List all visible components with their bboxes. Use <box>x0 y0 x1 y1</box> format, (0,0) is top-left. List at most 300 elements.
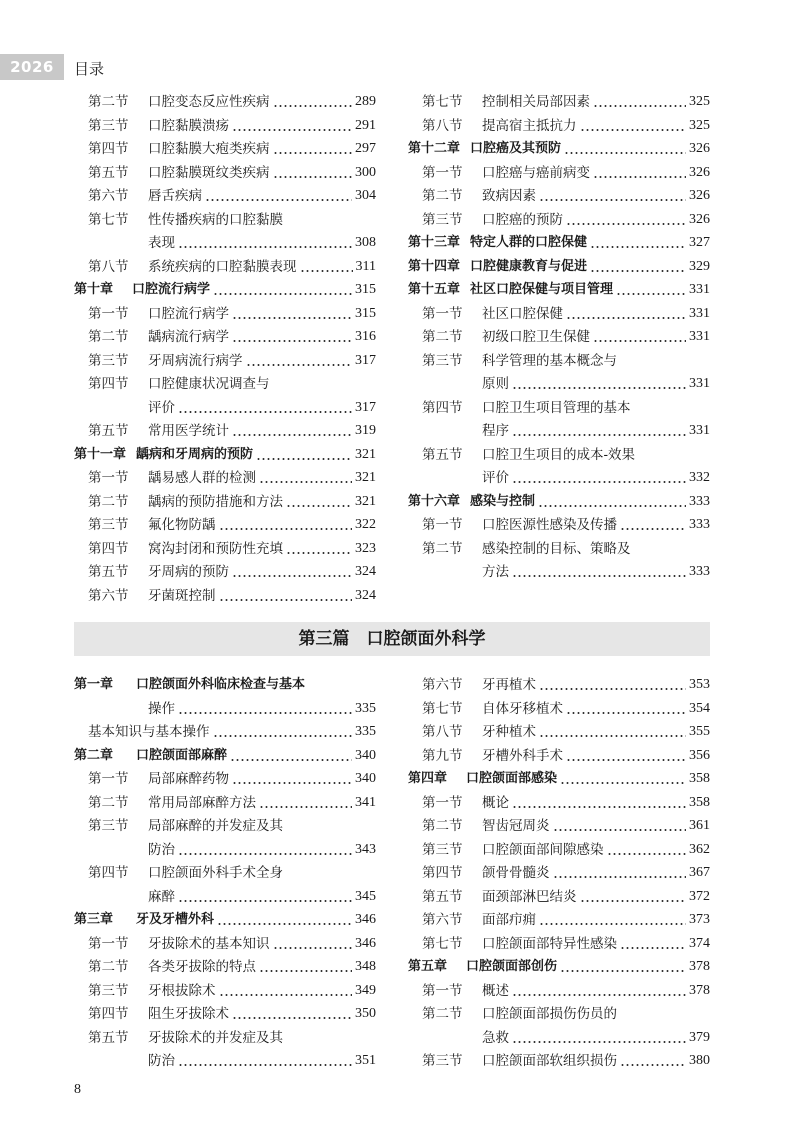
toc-entry-number: 第七节 <box>88 211 129 228</box>
toc-entry-page: 308 <box>355 235 376 250</box>
toc-entry-number: 第二节 <box>88 794 129 811</box>
toc-section-entry <box>74 397 376 419</box>
toc-entry-number: 第二节 <box>88 959 129 975</box>
toc-entry-number: 第六节 <box>422 912 463 928</box>
toc-entry-title: 智齿冠周炎 <box>482 818 550 834</box>
toc-entry-title: 表现 <box>148 235 175 251</box>
toc-leader-dots <box>512 561 686 583</box>
toc-entry-page: 297 <box>355 141 376 156</box>
toc-section-entry <box>408 1050 710 1072</box>
toc-entry-number: 第七节 <box>422 700 463 717</box>
toc-entry-number: 第一节 <box>88 470 129 486</box>
toc-entry-title: 局部麻醉的并发症及其 <box>148 818 283 834</box>
toc-entry-number: 第三节 <box>88 352 129 369</box>
toc-entry-number: 第三节 <box>88 982 129 999</box>
toc-leader-dots <box>620 1050 686 1072</box>
toc-entry-page: 331 <box>689 329 710 344</box>
toc-section-entry <box>408 1027 710 1049</box>
toc-entry-title: 牙拔除术的基本知识 <box>148 935 270 952</box>
toc-section-entry <box>408 115 710 137</box>
toc-section-entry <box>408 467 710 489</box>
toc-entry-number: 第三节 <box>88 117 129 134</box>
toc-entry-page: 319 <box>355 423 376 438</box>
toc-leader-dots <box>580 115 687 137</box>
toc-entry-number: 第八节 <box>88 258 129 275</box>
toc-entry-title: 龋病和牙周病的预防 <box>136 446 254 462</box>
toc-leader-dots <box>232 326 352 348</box>
toc-entry-page: 317 <box>355 399 376 415</box>
toc-entry-title: 氟化物防龋 <box>148 517 216 533</box>
toc-section-entry <box>74 792 376 814</box>
toc-leader-dots <box>232 561 352 583</box>
toc-entry-number: 第四节 <box>88 1006 129 1022</box>
toc-leader-dots <box>273 162 353 184</box>
toc-entry-page: 335 <box>355 724 376 739</box>
toc-leader-dots <box>286 538 352 560</box>
toc-entry-number: 第一节 <box>422 305 463 322</box>
toc-section-entry <box>408 561 710 583</box>
toc-entry-title: 评价 <box>482 470 509 486</box>
toc-section-entry <box>74 956 376 978</box>
toc-leader-dots <box>246 350 353 372</box>
toc-entry-title: 社区口腔保健 <box>482 305 563 322</box>
toc-entry-page: 325 <box>689 117 710 133</box>
toc-section-entry <box>408 303 710 325</box>
toc-entry-title: 口腔卫生项目管理的基本 <box>482 399 631 416</box>
toc-entry-page: 379 <box>689 1029 710 1045</box>
toc-entry-page: 326 <box>689 211 710 227</box>
toc-section-entry <box>408 721 710 743</box>
toc-entry-number: 第十一章 <box>74 446 127 462</box>
toc-entry-number: 第一节 <box>422 794 463 811</box>
toc-entry-number: 第二节 <box>88 329 129 345</box>
toc-entry-number: 第三节 <box>88 818 129 834</box>
toc-leader-dots <box>566 745 686 767</box>
toc-section-entry <box>408 514 710 536</box>
toc-entry-number: 第六节 <box>422 677 463 693</box>
toc-entry-number: 第八节 <box>422 724 463 740</box>
toc-entry-number: 第五节 <box>422 446 463 463</box>
toc-entry-title: 口腔医源性感染及传播 <box>482 517 617 533</box>
toc-entry-title: 提高宿主抵抗力 <box>482 117 577 134</box>
toc-entry-page: 315 <box>355 282 376 297</box>
toc-entry-number: 第三节 <box>422 211 463 228</box>
toc-leader-dots <box>512 1027 686 1049</box>
toc-entry-title: 口腔变态反应性疾病 <box>148 94 270 110</box>
toc-entry-page: 300 <box>355 164 376 180</box>
toc-entry-title: 颌骨骨髓炎 <box>482 865 550 881</box>
toc-section-entry <box>74 514 376 536</box>
toc-entry-number: 第二节 <box>422 329 463 345</box>
toc-entry-page: 329 <box>689 258 710 274</box>
toc-section-entry <box>74 862 376 884</box>
toc-entry-title: 口腔颌面部感染 <box>466 771 558 786</box>
year-badge: 2026 <box>0 54 64 80</box>
toc-entry-title: 原则 <box>482 376 509 392</box>
toc-chapter-entry <box>74 674 376 696</box>
toc-section-entry <box>74 538 376 560</box>
toc-section-entry <box>408 209 710 231</box>
toc-entry-number: 第一节 <box>422 164 463 181</box>
toc-entry-page: 327 <box>689 235 710 250</box>
toc-entry-title: 感染控制的目标、策略及 <box>482 540 631 557</box>
toc-section-entry <box>408 815 710 837</box>
toc-leader-dots <box>232 1003 352 1025</box>
toc-section-entry <box>74 115 376 137</box>
toc-entry-title: 口腔颌面部麻醉 <box>136 747 228 763</box>
toc-section-entry <box>74 373 376 395</box>
toc-entry-page: 358 <box>689 794 710 810</box>
toc-entry-page: 355 <box>689 724 710 739</box>
toc-entry-title: 口腔颌面外科临床检查与基本 <box>136 677 306 692</box>
toc-entry-number: 第四节 <box>88 141 129 157</box>
toc-entry-page: 361 <box>689 818 710 833</box>
toc-leader-dots <box>512 792 686 814</box>
toc-entry-number: 第十四章 <box>408 258 461 274</box>
toc-leader-dots <box>539 909 686 931</box>
toc-entry-number: 第五节 <box>422 888 463 905</box>
toc-entry-title: 口腔颌面部损伤伤员的 <box>482 1006 617 1022</box>
toc-leader-dots <box>560 956 686 978</box>
toc-entry-title: 面部疖痈 <box>482 912 536 928</box>
toc-entry-page: 333 <box>689 493 710 509</box>
toc-entry-number: 第五节 <box>88 423 129 439</box>
toc-entry-number: 第十三章 <box>408 235 461 250</box>
toc-leader-dots <box>219 514 353 536</box>
toc-entry-page: 367 <box>689 865 710 880</box>
toc-leader-dots <box>620 514 686 536</box>
toc-leader-dots <box>232 420 352 442</box>
toc-chapter-entry <box>408 279 710 301</box>
toc-entry-title: 阻生牙拔除术 <box>148 1006 229 1022</box>
toc-entry-page: 326 <box>689 141 710 156</box>
toc-section-entry <box>74 209 376 231</box>
toc-entry-title: 牙根拔除术 <box>148 982 216 999</box>
toc-entry-page: 324 <box>355 564 376 579</box>
toc-entry-page: 331 <box>689 423 710 438</box>
toc-leader-dots <box>539 185 686 207</box>
toc-leader-dots <box>553 815 687 837</box>
toc-entry-number: 第四章 <box>408 771 448 786</box>
toc-entry-page: 378 <box>689 982 710 998</box>
toc-entry-title: 自体牙移植术 <box>482 700 563 717</box>
toc-entry-title: 防治 <box>148 1053 175 1069</box>
toc-leader-dots <box>538 491 686 513</box>
toc-leader-dots <box>232 768 352 790</box>
toc-entry-title: 口腔流行病学 <box>148 305 229 322</box>
toc-entry-title: 牙种植术 <box>482 724 536 740</box>
toc-entry-number: 第五节 <box>88 164 129 181</box>
toc-chapter-entry <box>74 444 376 466</box>
toc-leader-dots <box>286 491 352 513</box>
toc-leader-dots <box>273 933 353 955</box>
toc-entry-number: 第七节 <box>422 935 463 952</box>
toc-section-entry <box>408 862 710 884</box>
toc-section-entry <box>408 839 710 861</box>
toc-entry-number: 第五节 <box>88 564 129 580</box>
toc-leader-dots <box>256 444 352 466</box>
toc-leader-dots <box>178 232 352 254</box>
toc-entry-number: 第二节 <box>422 188 463 204</box>
toc-entry-title: 口腔卫生项目的成本-效果 <box>482 446 636 463</box>
toc-chapter-entry <box>408 256 710 278</box>
toc-entry-title: 评价 <box>148 399 175 416</box>
toc-section-entry <box>74 350 376 372</box>
toc-entry-page: 331 <box>689 305 710 321</box>
toc-entry-title: 口腔颌面外科手术全身 <box>148 865 283 881</box>
toc-leader-dots <box>512 980 686 1002</box>
toc-entry-title: 局部麻醉药物 <box>148 771 229 787</box>
toc-entry-page: 321 <box>355 446 376 462</box>
toc-entry-number: 第三节 <box>422 1053 463 1069</box>
toc-section-entry <box>74 91 376 113</box>
toc-leader-dots <box>566 698 686 720</box>
toc-entry-page: 321 <box>355 470 376 485</box>
toc-leader-dots <box>259 956 352 978</box>
toc-leader-dots <box>607 839 687 861</box>
toc-entry-page: 333 <box>689 564 710 579</box>
toc-entry-page: 321 <box>355 493 376 509</box>
toc-section-entry <box>74 980 376 1002</box>
toc-section-entry <box>408 185 710 207</box>
toc-entry-page: 333 <box>689 517 710 532</box>
toc-entry-page: 358 <box>689 771 710 786</box>
toc-entry-title: 口腔健康状况调查与 <box>148 376 270 392</box>
toc-entry-page: 341 <box>355 794 376 810</box>
toc-section-entry <box>408 1003 710 1025</box>
toc-entry-number: 第六节 <box>88 587 129 604</box>
toc-entry-title: 牙周病的预防 <box>148 564 229 580</box>
toc-entry-number: 第四节 <box>88 376 129 392</box>
toc-entry-title: 龋易感人群的检测 <box>148 470 256 486</box>
toc-entry-title: 特定人群的口腔保健 <box>470 235 588 250</box>
toc-entry-page: 331 <box>689 282 710 297</box>
toc-chapter-entry <box>74 909 376 931</box>
toc-entry-page: 323 <box>355 540 376 556</box>
toc-leader-dots <box>178 397 352 419</box>
toc-entry-page: 332 <box>689 470 710 485</box>
toc-entry-title: 致病因素 <box>482 188 536 204</box>
toc-section-entry <box>408 420 710 442</box>
toc-section-entry <box>74 561 376 583</box>
toc-entry-page: 345 <box>355 888 376 904</box>
toc-leader-dots <box>539 721 686 743</box>
toc-entry-page: 343 <box>355 841 376 857</box>
toc-leader-dots <box>217 909 352 931</box>
toc-section-entry <box>74 815 376 837</box>
toc-section-entry <box>74 491 376 513</box>
toc-entry-number: 第十章 <box>74 282 114 297</box>
toc-section-entry <box>74 256 376 278</box>
toc-entry-page: 317 <box>355 352 376 368</box>
toc-entry-page: 350 <box>355 1006 376 1021</box>
toc-entry-title: 科学管理的基本概念与 <box>482 352 617 369</box>
toc-section-entry <box>408 397 710 419</box>
toc-leader-dots <box>178 886 352 908</box>
toc-entry-title: 口腔颌面部创伤 <box>466 959 558 974</box>
toc-leader-dots <box>259 792 352 814</box>
toc-leader-dots <box>512 373 686 395</box>
toc-leader-dots <box>219 980 353 1002</box>
toc-section-entry <box>408 326 710 348</box>
toc-entry-number: 第一节 <box>88 305 129 322</box>
toc-chapter-entry <box>74 745 376 767</box>
toc-entry-page: 351 <box>355 1053 376 1068</box>
toc-leader-dots <box>213 279 352 301</box>
toc-section-entry <box>408 792 710 814</box>
toc-leader-dots <box>232 303 352 325</box>
toc-leader-dots <box>205 185 352 207</box>
toc-entry-title: 基本知识与基本操作 <box>88 724 210 740</box>
toc-chapter-entry <box>408 768 710 790</box>
toc-entry-title: 窝沟封闭和预防性充填 <box>148 540 283 557</box>
toc-entry-title: 龋病的预防措施和方法 <box>148 493 283 510</box>
toc-entry-number: 第一节 <box>422 982 463 999</box>
toc-entry-title: 口腔黏膜溃疡 <box>148 117 229 134</box>
toc-entry-page: 373 <box>689 912 710 927</box>
toc-entry-page: 322 <box>355 517 376 532</box>
toc-entry-page: 353 <box>689 677 710 692</box>
toc-entry-number: 第四节 <box>88 540 129 557</box>
toc-section-entry <box>74 839 376 861</box>
toc-entry-page: 362 <box>689 841 710 857</box>
toc-entry-number: 第七节 <box>422 94 463 110</box>
toc-entry-title: 口腔健康教育与促进 <box>470 258 588 274</box>
toc-entry-title: 急救 <box>482 1029 509 1046</box>
toc-entry-page: 291 <box>355 117 376 133</box>
toc-entry-number: 第一节 <box>422 517 463 533</box>
toc-entry-title: 牙槽外科手术 <box>482 747 563 764</box>
toc-entry-page: 324 <box>355 587 376 603</box>
toc-entry-page: 326 <box>689 164 710 180</box>
toc-entry-title: 操作 <box>148 700 175 717</box>
toc-section-entry <box>74 467 376 489</box>
toc-leader-dots <box>300 256 353 278</box>
toc-section-entry <box>408 909 710 931</box>
toc-chapter-entry <box>408 491 710 513</box>
toc-section-entry <box>408 886 710 908</box>
toc-entry-title: 口腔颌面部特异性感染 <box>482 935 617 952</box>
toc-leader-dots <box>580 886 687 908</box>
toc-entry-number: 第九节 <box>422 747 463 764</box>
toc-entry-title: 口腔流行病学 <box>132 282 211 297</box>
toc-section-entry <box>74 138 376 160</box>
toc-section-entry <box>74 420 376 442</box>
toc-entry-page: 340 <box>355 771 376 786</box>
toc-entry-title: 方法 <box>482 564 509 580</box>
toc-entry-number: 第十六章 <box>408 493 461 509</box>
toc-section-entry <box>74 232 376 254</box>
toc-entry-title: 性传播疾病的口腔黏膜 <box>148 211 283 228</box>
toc-entry-title: 牙菌斑控制 <box>148 587 216 604</box>
toc-entry-page: 354 <box>689 700 710 716</box>
toc-entry-number: 第三节 <box>88 517 129 533</box>
toc-entry-page: 340 <box>355 747 376 763</box>
toc-entry-page: 331 <box>689 376 710 391</box>
toc-leader-dots <box>259 467 352 489</box>
toc-chapter-entry <box>408 232 710 254</box>
toc-entry-title: 口腔黏膜大疱类疾病 <box>148 141 270 157</box>
toc-leader-dots <box>620 933 686 955</box>
toc-section-entry <box>74 768 376 790</box>
toc-chapter-entry <box>408 138 710 160</box>
toc-section-entry <box>74 162 376 184</box>
toc-entry-number: 第五节 <box>88 1029 129 1046</box>
header-title: 目录 <box>74 60 105 78</box>
toc-leader-dots <box>593 326 686 348</box>
toc-entry-title: 常用医学统计 <box>148 423 229 439</box>
toc-entry-number: 第六节 <box>88 188 129 204</box>
toc-section-entry <box>408 444 710 466</box>
toc-entry-number: 第十二章 <box>408 141 461 156</box>
toc-entry-title: 口腔黏膜斑纹类疾病 <box>148 164 270 181</box>
toc-leader-dots <box>553 862 687 884</box>
toc-entry-number: 第一章 <box>74 677 114 692</box>
toc-entry-page: 349 <box>355 982 376 998</box>
toc-leader-dots <box>593 162 686 184</box>
page-number: 8 <box>74 1082 81 1097</box>
toc-section-entry <box>408 745 710 767</box>
toc-entry-title: 口腔癌及其预防 <box>470 141 562 156</box>
toc-section-entry <box>74 185 376 207</box>
toc-entry-title: 系统疾病的口腔黏膜表现 <box>148 258 297 275</box>
toc-leader-dots <box>560 768 686 790</box>
toc-entry-title: 牙周病流行病学 <box>148 352 243 369</box>
toc-section-entry <box>408 933 710 955</box>
toc-entry-title: 常用局部麻醉方法 <box>148 794 256 811</box>
toc-entry-number: 第五章 <box>408 959 448 974</box>
toc-entry-title: 牙拔除术的并发症及其 <box>148 1029 283 1046</box>
toc-section-entry <box>408 674 710 696</box>
toc-entry-page: 316 <box>355 329 376 344</box>
toc-entry-page: 348 <box>355 959 376 974</box>
toc-entry-title: 初级口腔卫生保健 <box>482 329 590 345</box>
toc-entry-page: 326 <box>689 188 710 203</box>
toc-entry-number: 第二章 <box>74 747 114 763</box>
toc-leader-dots <box>230 745 352 767</box>
toc-entry-title: 概述 <box>482 982 509 999</box>
toc-entry-title: 口腔颌面部间隙感染 <box>482 841 604 858</box>
toc-entry-number: 第四节 <box>422 865 463 881</box>
toc-section-entry <box>74 933 376 955</box>
toc-section-entry <box>74 1050 376 1072</box>
toc-section-entry <box>408 91 710 113</box>
toc-section-entry <box>408 538 710 560</box>
toc-leader-dots <box>512 467 686 489</box>
toc-entry-number: 第二节 <box>422 818 463 834</box>
toc-section-entry <box>408 350 710 372</box>
toc-entry-page: 325 <box>689 94 710 109</box>
toc-entry-page: 372 <box>689 888 710 904</box>
toc-leader-dots <box>178 1050 352 1072</box>
toc-leader-dots <box>512 420 686 442</box>
toc-entry-title: 唇舌疾病 <box>148 188 202 204</box>
toc-entry-page: 335 <box>355 700 376 716</box>
toc-entry-title: 口腔癌与癌前病变 <box>482 164 590 181</box>
toc-section-entry <box>408 373 710 395</box>
toc-section-entry <box>74 886 376 908</box>
toc-entry-number: 第十五章 <box>408 282 461 297</box>
toc-section-entry <box>74 721 376 743</box>
toc-entry-number: 第一节 <box>88 935 129 952</box>
toc-entry-number: 第一节 <box>88 771 129 787</box>
toc-leader-dots <box>590 232 686 254</box>
toc-section-entry <box>408 980 710 1002</box>
toc-entry-title: 感染与控制 <box>470 493 536 509</box>
part-title-banner: 第三篇 口腔颌面外科学 <box>74 622 710 656</box>
toc-entry-page: 346 <box>355 935 376 951</box>
toc-entry-number: 第三章 <box>74 912 114 927</box>
